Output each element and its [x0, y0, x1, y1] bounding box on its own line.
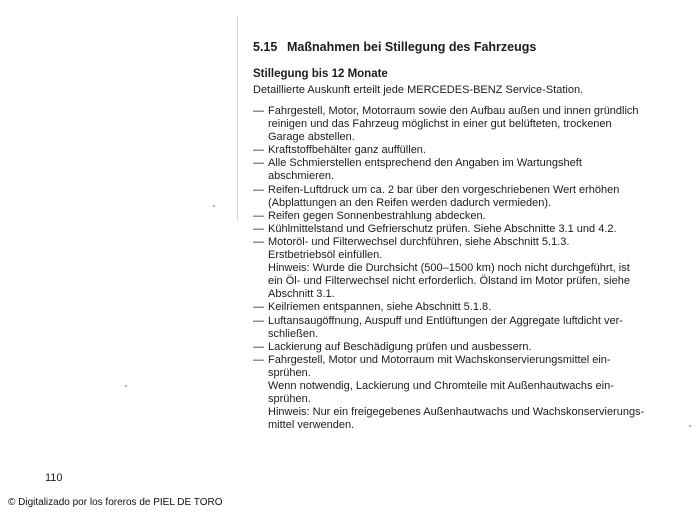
list-item-line: Alle Schmierstellen entsprechend den Angaben im Wartungsheft	[268, 157, 582, 170]
list-item	[253, 236, 673, 301]
footer-credit: © Digitalizado por los foreros de PIEL DE TORO	[8, 497, 223, 508]
list-item-line: (Abplattungen an den Reifen werden dadurch vermieden).	[268, 196, 552, 209]
dash-bullet: —	[253, 353, 264, 366]
list-item	[253, 341, 673, 354]
list-item-line: sprühen.	[268, 366, 311, 379]
list-item-line: Lackierung auf Beschädigung prüfen und ausbessern.	[268, 340, 532, 353]
list-item-line: reinigen und das Fahrzeug möglichst in einer gut belüfteten, trockenen	[268, 118, 612, 131]
list-item	[253, 223, 673, 236]
dash-bullet: —	[253, 157, 264, 170]
list-item-line: sprühen.	[268, 393, 311, 406]
list-item-line: Luftansaugöffnung, Auspuff und Entlüftungen der Aggregate luftdicht ver-	[268, 314, 623, 327]
list-item	[253, 301, 673, 314]
list-item-line: Keilriemen entspannen, siehe Abschnitt 5.1.8.	[268, 301, 492, 314]
dash-bullet: —	[253, 209, 264, 222]
list-item	[253, 354, 673, 433]
scan-speck	[689, 425, 691, 427]
list-item-line: Abschnitt 3.1.	[268, 288, 335, 301]
list-item	[253, 105, 673, 144]
list-item-line: Wenn notwendig, Lackierung und Chromteile mit Außenhautwachs ein-	[268, 379, 614, 392]
dash-bullet: —	[253, 183, 264, 196]
dash-bullet: —	[253, 222, 264, 235]
list-item-line: Garage abstellen.	[268, 131, 355, 144]
list-item-line: Erstbetriebsöl einfüllen.	[268, 249, 383, 262]
section-number: 5.15	[253, 40, 278, 54]
dash-bullet: —	[253, 314, 264, 327]
scan-speck	[125, 385, 127, 387]
list-item	[253, 210, 673, 223]
list-item	[253, 184, 673, 210]
scan-speck	[213, 205, 215, 207]
page-number: 110	[45, 472, 63, 484]
intro-text: Detaillierte Auskunft erteilt jede MERCEDES-BENZ Service-Station.	[253, 84, 584, 96]
list-item-line: ein Öl- und Filterwechsel nicht erforderlich. Ölstand im Motor prüfen, siehe	[268, 275, 630, 288]
measures-list	[253, 105, 673, 432]
list-item-line: Kraftstoffbehälter ganz auffüllen.	[268, 144, 426, 157]
dash-bullet: —	[253, 340, 264, 353]
list-item	[253, 144, 673, 157]
list-item	[253, 315, 673, 341]
list-item-line: Hinweis: Nur ein freigegebenes Außenhautwachs und Wachskonservierungs-	[268, 406, 645, 419]
list-item-line: Reifen-Luftdruck um ca. 2 bar über den vorgeschriebenen Wert erhöhen	[268, 183, 620, 196]
scan-margin-line	[237, 16, 238, 221]
list-item-line: mittel verwenden.	[268, 419, 355, 432]
section-title: Maßnahmen bei Stillegung des Fahrzeugs	[287, 40, 537, 54]
dash-bullet: —	[253, 235, 264, 248]
list-item-line: Hinweis: Wurde die Durchsicht (500–1500 km) noch nicht durchgeführt, ist	[268, 262, 630, 275]
subheading: Stillegung bis 12 Monate	[253, 68, 388, 80]
list-item-line: Kühlmittelstand und Gefrierschutz prüfen. Siehe Abschnitte 3.1 und 4.2.	[268, 222, 617, 235]
list-item-line: Fahrgestell, Motor, Motorraum sowie den Aufbau außen und innen gründlich	[268, 105, 639, 117]
list-item-line: abschmieren.	[268, 170, 335, 183]
list-item-line: schließen.	[268, 327, 319, 340]
list-item-line: Reifen gegen Sonnenbestrahlung abdecken.	[268, 209, 486, 222]
dash-bullet: —	[253, 301, 264, 314]
dash-bullet: —	[253, 105, 264, 117]
dash-bullet: —	[253, 144, 264, 157]
list-item-line: Motoröl- und Filterwechsel durchführen, siehe Abschnitt 5.1.3.	[268, 235, 570, 248]
list-item-line: Fahrgestell, Motor und Motorraum mit Wachskonservierungsmittel ein-	[268, 353, 611, 366]
section-heading	[253, 40, 536, 54]
list-item	[253, 157, 673, 183]
